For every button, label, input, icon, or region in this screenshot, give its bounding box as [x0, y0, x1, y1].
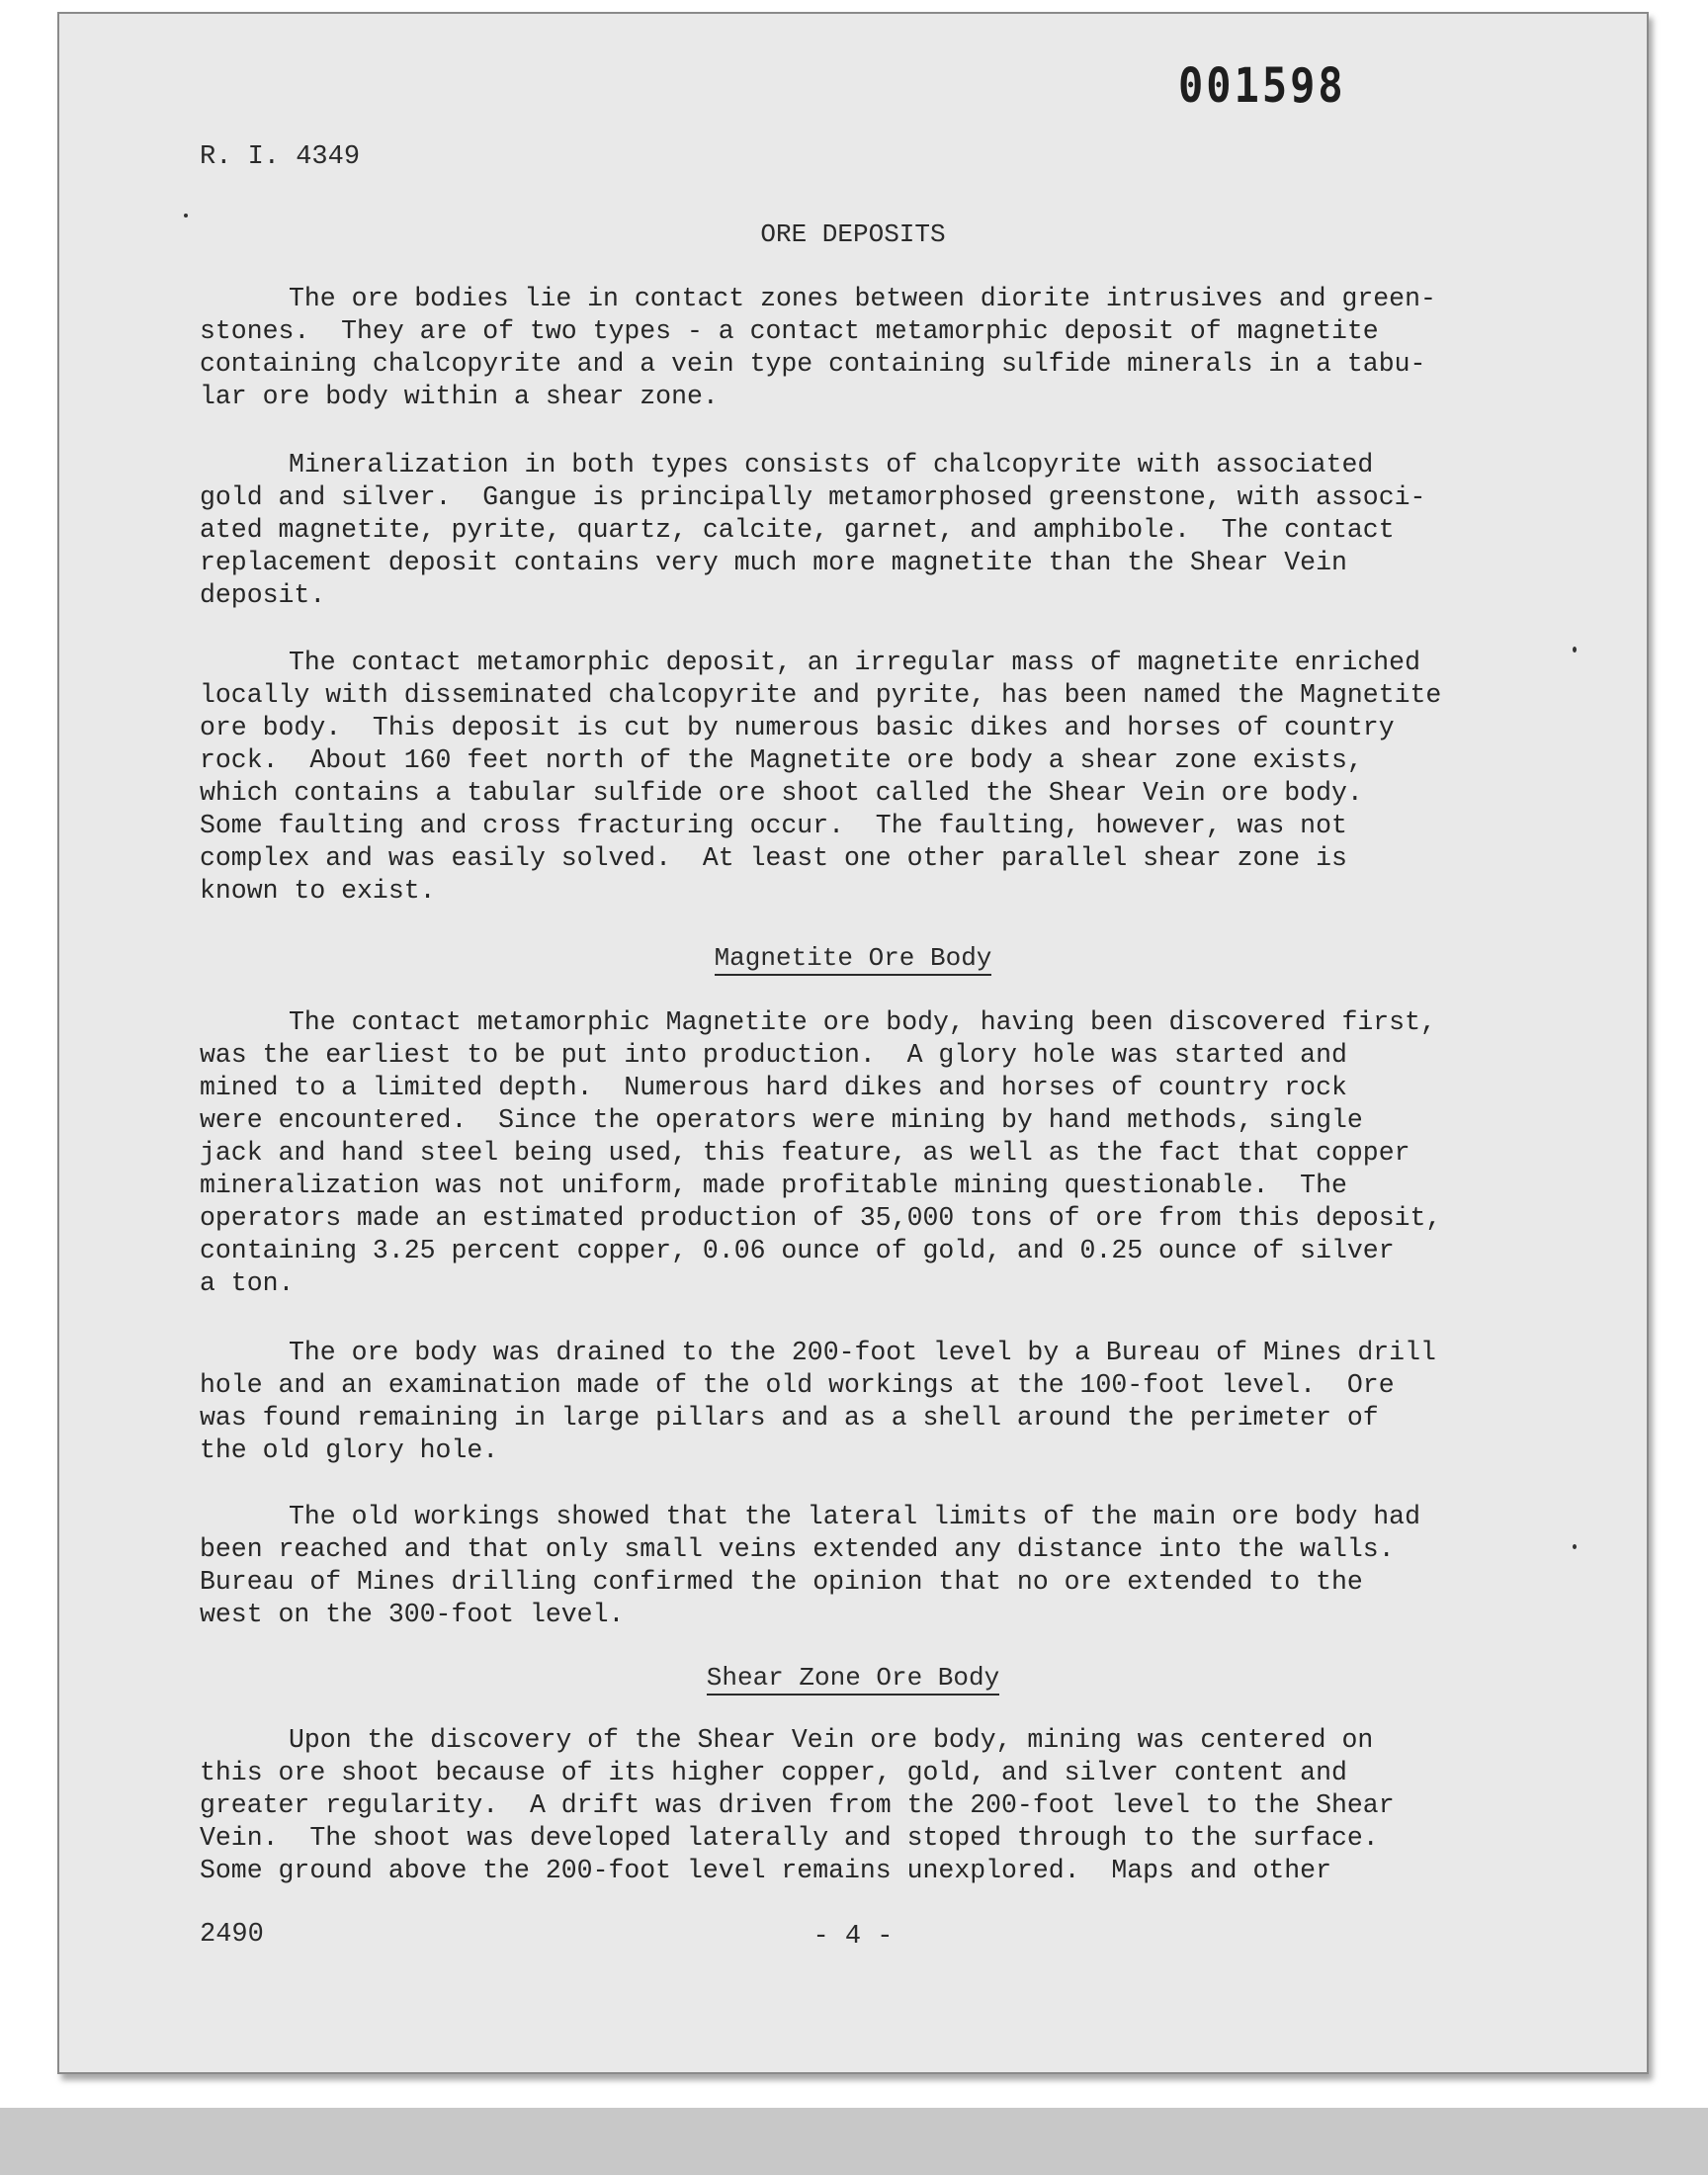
- paragraph-line: Mineralization in both types consists of chalcopyrite with associated: [289, 450, 1374, 479]
- paragraph-line: Upon the discovery of the Shear Vein ore body, mining was centered on: [289, 1725, 1374, 1755]
- paragraph-1: [200, 283, 1564, 413]
- paragraph-line: rock. About 160 feet north of the Magnetite ore body a shear zone exists,: [200, 745, 1363, 775]
- paragraph-line: the old glory hole.: [200, 1436, 499, 1465]
- paragraph-3: [200, 647, 1564, 908]
- paragraph-2: [200, 449, 1564, 612]
- paragraph-7: [200, 1724, 1564, 1887]
- speck-mark: [184, 214, 188, 218]
- paragraph-line: The ore bodies lie in contact zones between diorite intrusives and green-: [289, 284, 1436, 313]
- paragraph-5: [200, 1337, 1564, 1467]
- paragraph-line: locally with disseminated chalcopyrite and pyrite, has been named the Magnetite: [200, 680, 1442, 710]
- paragraph-line: gold and silver. Gangue is principally metamorphosed greenstone, with associ-: [200, 482, 1426, 512]
- heading-shear-zone-ore-body: [59, 1663, 1647, 1693]
- speck-mark: [1573, 647, 1577, 652]
- paragraph-line: stones. They are of two types - a contact metamorphic deposit of magnetite: [200, 316, 1379, 346]
- heading-ore-deposits-text: ORE DEPOSITS: [760, 219, 946, 249]
- footer-code: 2490: [200, 1920, 264, 1950]
- paragraph-line: operators made an estimated production of 35,000 tons of ore from this deposit,: [200, 1203, 1442, 1233]
- paragraph-4: [200, 1006, 1564, 1300]
- paragraph-line: Some ground above the 200-foot level remains unexplored. Maps and other: [200, 1856, 1331, 1885]
- paragraph-line: greater regularity. A drift was driven from the 200-foot level to the Shear: [200, 1790, 1395, 1820]
- paragraph-line: Vein. The shoot was developed laterally and stoped through to the surface.: [200, 1823, 1379, 1853]
- paragraph-line: was found remaining in large pillars and as a shell around the perimeter of: [200, 1403, 1379, 1433]
- paragraph-line: Some faulting and cross fracturing occur. The faulting, however, was not: [200, 811, 1347, 840]
- paragraph-line: complex and was easily solved. At least one other parallel shear zone is: [200, 843, 1347, 873]
- paragraph-line: which contains a tabular sulfide ore shoot called the Shear Vein ore body.: [200, 778, 1363, 808]
- paragraph-line: Bureau of Mines drilling confirmed the opinion that no ore extended to the: [200, 1567, 1363, 1597]
- paragraph-line: deposit.: [200, 580, 326, 610]
- paragraph-line: west on the 300-foot level.: [200, 1600, 625, 1629]
- paragraph-line: containing chalcopyrite and a vein type containing sulfide minerals in a tabu-: [200, 349, 1426, 379]
- paragraph-line: replacement deposit contains very much more magnetite than the Shear Vein: [200, 548, 1347, 577]
- paragraph-line: been reached and that only small veins extended any distance into the walls.: [200, 1534, 1395, 1564]
- paragraph-6: [200, 1501, 1564, 1631]
- paragraph-line: known to exist.: [200, 876, 436, 906]
- paragraph-line: this ore shoot because of its higher copper, gold, and silver content and: [200, 1758, 1347, 1787]
- report-id: R. I. 4349: [200, 142, 361, 172]
- paragraph-line: containing 3.25 percent copper, 0.06 ounce of gold, and 0.25 ounce of silver: [200, 1236, 1395, 1265]
- paragraph-line: The contact metamorphic deposit, an irregular mass of magnetite enriched: [289, 648, 1420, 677]
- document-page: [57, 12, 1649, 2074]
- page-number: - 4 -: [812, 1922, 894, 1952]
- speck-mark: [1573, 1544, 1577, 1549]
- paragraph-line: ated magnetite, pyrite, quartz, calcite, garnet, and amphibole. The contact: [200, 515, 1395, 545]
- heading-magnetite-text: Magnetite Ore Body: [715, 943, 992, 976]
- document-number: 001598: [1178, 57, 1346, 114]
- paragraph-line: mined to a limited depth. Numerous hard dikes and horses of country rock: [200, 1073, 1347, 1102]
- paragraph-line: The ore body was drained to the 200-foot level by a Bureau of Mines drill: [289, 1338, 1436, 1367]
- paragraph-line: The old workings showed that the lateral limits of the main ore body had: [289, 1502, 1420, 1531]
- heading-ore-deposits: [59, 219, 1647, 249]
- paragraph-line: was the earliest to be put into production. A glory hole was started and: [200, 1040, 1347, 1070]
- heading-magnetite-ore-body: [59, 943, 1647, 973]
- paragraph-line: jack and hand steel being used, this feature, as well as the fact that copper: [200, 1138, 1410, 1168]
- paragraph-line: lar ore body within a shear zone.: [200, 382, 719, 411]
- heading-shear-text: Shear Zone Ore Body: [707, 1663, 999, 1696]
- paragraph-line: a ton.: [200, 1268, 295, 1298]
- paragraph-line: hole and an examination made of the old workings at the 100-foot level. Ore: [200, 1370, 1395, 1400]
- scan-bottom-strip: [0, 2108, 1708, 2175]
- paragraph-line: mineralization was not uniform, made profitable mining questionable. The: [200, 1171, 1347, 1200]
- paragraph-line: The contact metamorphic Magnetite ore body, having been discovered first,: [289, 1007, 1436, 1037]
- paragraph-line: were encountered. Since the operators were mining by hand methods, single: [200, 1105, 1363, 1135]
- paragraph-line: ore body. This deposit is cut by numerous basic dikes and horses of country: [200, 713, 1395, 742]
